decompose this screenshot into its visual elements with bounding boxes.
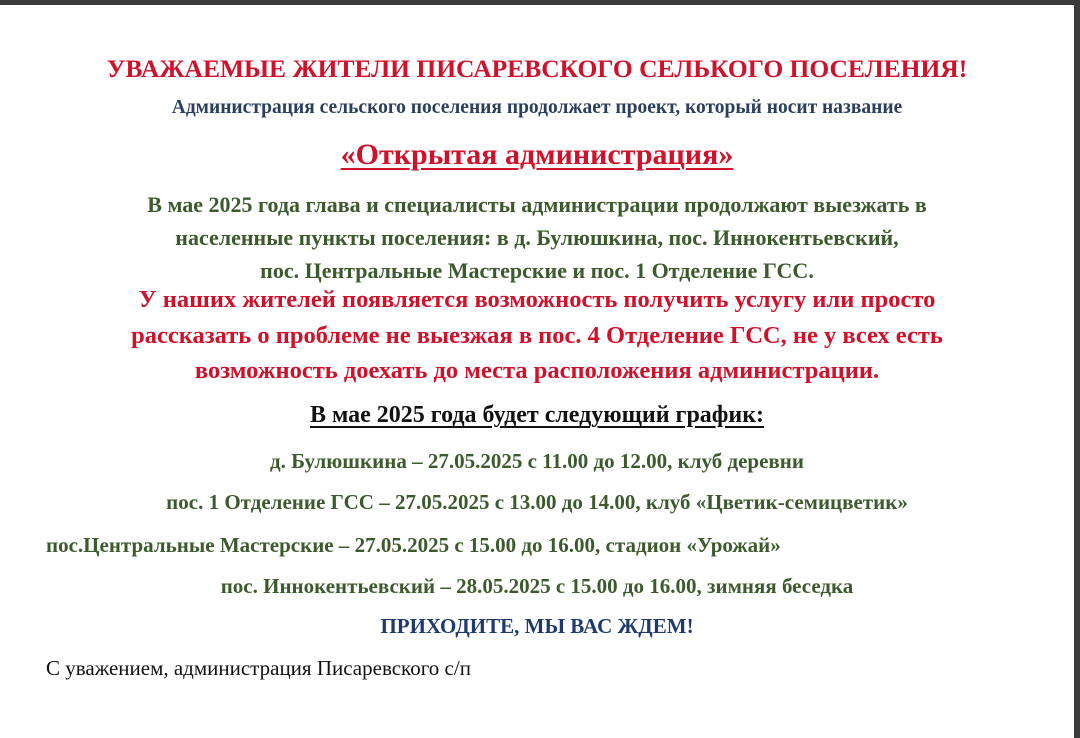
highlight-paragraph-line: У наших жителей появляется возможность получить услугу или просто: [138, 286, 936, 313]
highlight-paragraph-line: возможность доехать до места расположения администрации.: [194, 357, 880, 384]
screen-border-right: [1074, 0, 1080, 738]
welcome-text: ПРИХОДИТЕ, МЫ ВАС ЖДЕМ!: [380, 614, 694, 638]
announcement-heading: УВАЖАЕМЫЕ ЖИТЕЛИ ПИСАРЕВСКОГО СЕЛЬКОГО ПОСЕЛЕНИЯ!: [106, 54, 968, 83]
schedule-item: пос. Иннокентьевский – 28.05.2025 с 15.00 до 16.00, зимняя беседка: [220, 574, 854, 598]
info-paragraph-line: пос. Центральные Мастерские и пос. 1 Отделение ГСС.: [260, 258, 814, 283]
project-name: «Открытая администрация»: [340, 138, 734, 171]
screen-border-top: [0, 0, 1080, 5]
signature: С уважением, администрация Писаревского с/п: [46, 656, 471, 680]
schedule-item: д. Булюшкина – 27.05.2025 с 11.00 до 12.00, клуб деревни: [270, 449, 804, 473]
info-paragraph-line: населенные пункты поселения: в д. Булюшкина, пос. Иннокентьевский,: [175, 225, 899, 250]
highlight-paragraph-line: рассказать о проблеме не выезжая в пос. 4 Отделение ГСС, не у всех есть: [131, 322, 943, 349]
schedule-item: пос. 1 Отделение ГСС – 27.05.2025 с 13.00 до 14.00, клуб «Цветик-семицветик»: [166, 490, 908, 514]
schedule-heading: В мае 2025 года будет следующий график:: [309, 402, 765, 428]
schedule-item: пос.Центральные Мастерские – 27.05.2025 с 15.00 до 16.00, стадион «Урожай»: [46, 533, 781, 557]
intro-text: Администрация сельского поселения продолжает проект, который носит название: [171, 97, 903, 118]
info-paragraph-line: В мае 2025 года глава и специалисты администрации продолжают выезжать в: [147, 192, 927, 217]
